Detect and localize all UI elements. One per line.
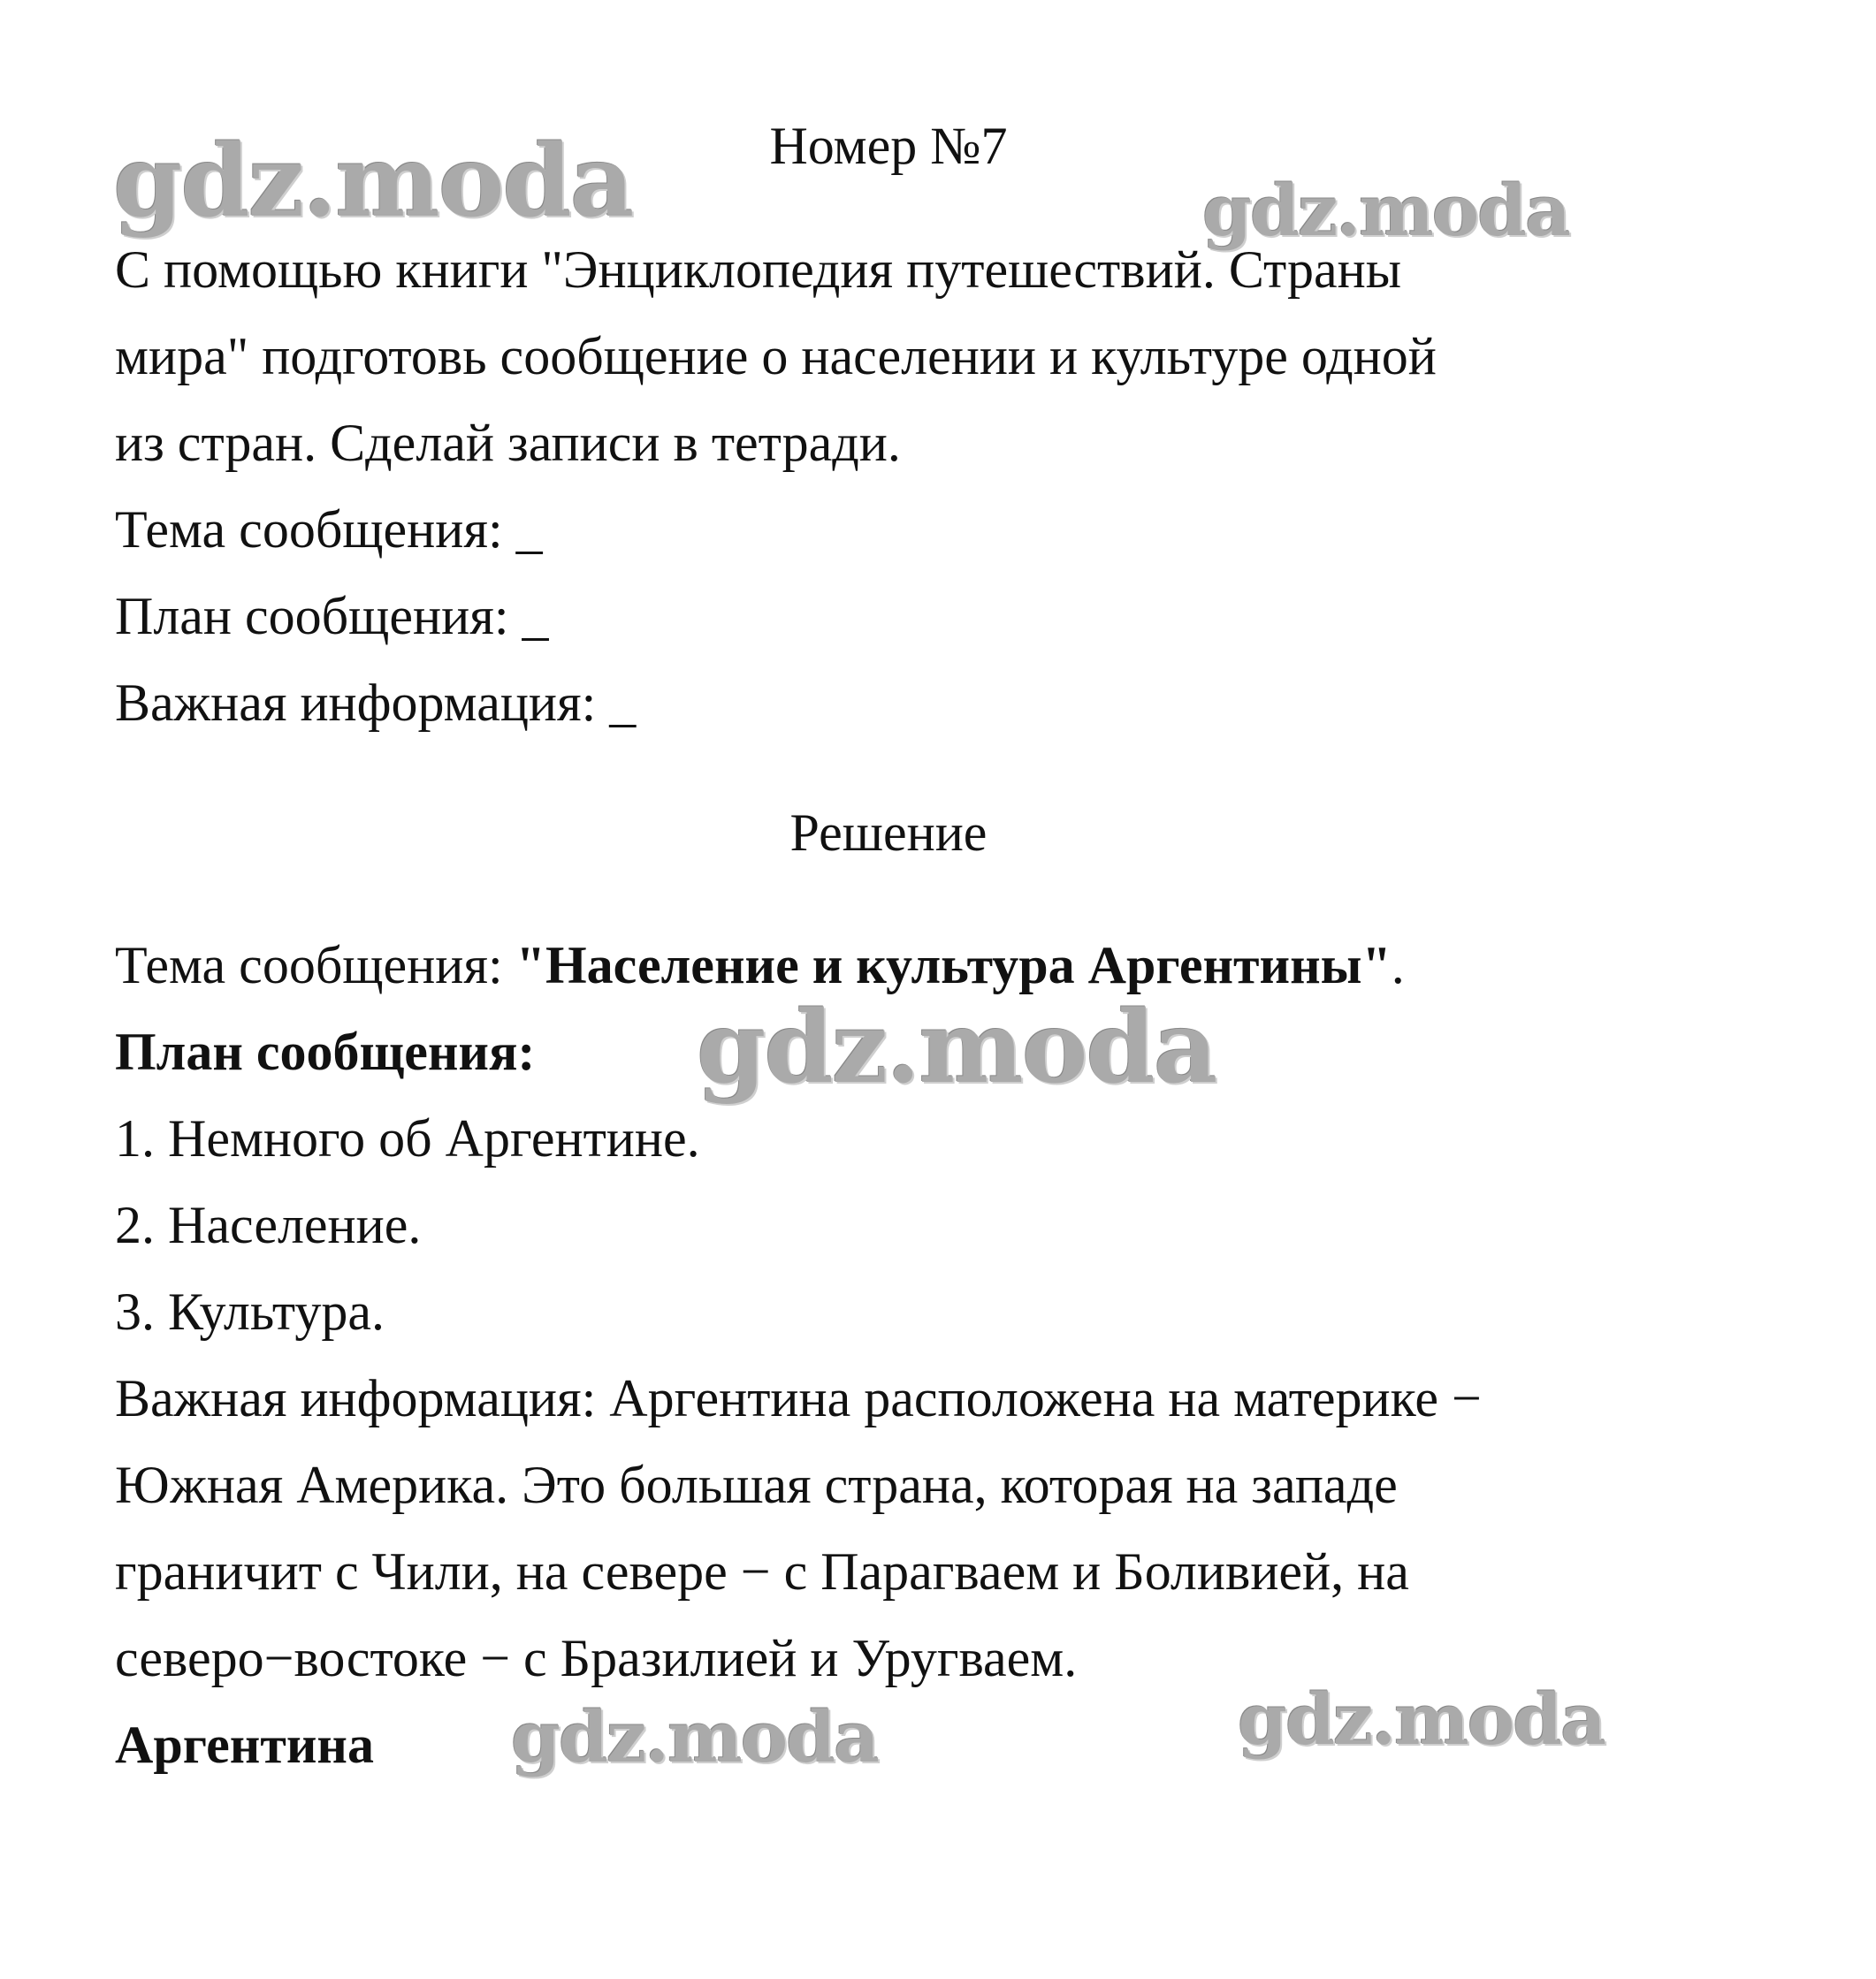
- info-line: граничит с Чили, на севере − с Парагваем и Боливией, на: [115, 1542, 1409, 1601]
- solution-topic-line: [115, 936, 1405, 994]
- info-line: северо−востоке − с Бразилией и Уругваем.: [115, 1629, 1078, 1687]
- watermark-logo: gdz.moda: [1238, 1678, 1605, 1761]
- topic-value: "Население и культура Аргентины": [515, 936, 1392, 994]
- section-heading-argentina: Аргентина: [115, 1716, 374, 1774]
- plan-item: 2. Население.: [115, 1196, 422, 1254]
- solution-heading: Решение: [789, 803, 988, 862]
- plan-item: 1. Немного об Аргентине.: [115, 1109, 700, 1168]
- task-text-line: мира" подготовь сообщение о населении и культуре одной: [115, 327, 1437, 385]
- task-info-prompt: Важная информация: _: [115, 674, 637, 732]
- watermark-logo: gdz.moda: [511, 1695, 878, 1778]
- watermark-logo: gdz.moda: [113, 124, 633, 240]
- task-topic-prompt: Тема сообщения: _: [115, 500, 543, 559]
- task-text-line: из стран. Сделай записи в тетради.: [115, 414, 901, 472]
- info-line: Южная Америка. Это большая страна, которая на западе: [115, 1456, 1398, 1514]
- task-text-line: С помощью книги "Энциклопедия путешествий. Страны: [115, 240, 1402, 299]
- task-number-title: Номер №7: [769, 117, 1008, 175]
- topic-end: .: [1391, 936, 1405, 994]
- plan-heading: План сообщения:: [115, 1023, 536, 1081]
- info-line: Важная информация: Аргентина расположена на материке −: [115, 1369, 1482, 1427]
- watermark-logo: gdz.moda: [697, 990, 1216, 1106]
- task-plan-prompt: План сообщения: _: [115, 587, 549, 645]
- watermark-logo: gdz.moda: [1202, 169, 1569, 252]
- plan-item: 3. Культура.: [115, 1283, 385, 1341]
- topic-label: Тема сообщения:: [115, 936, 516, 994]
